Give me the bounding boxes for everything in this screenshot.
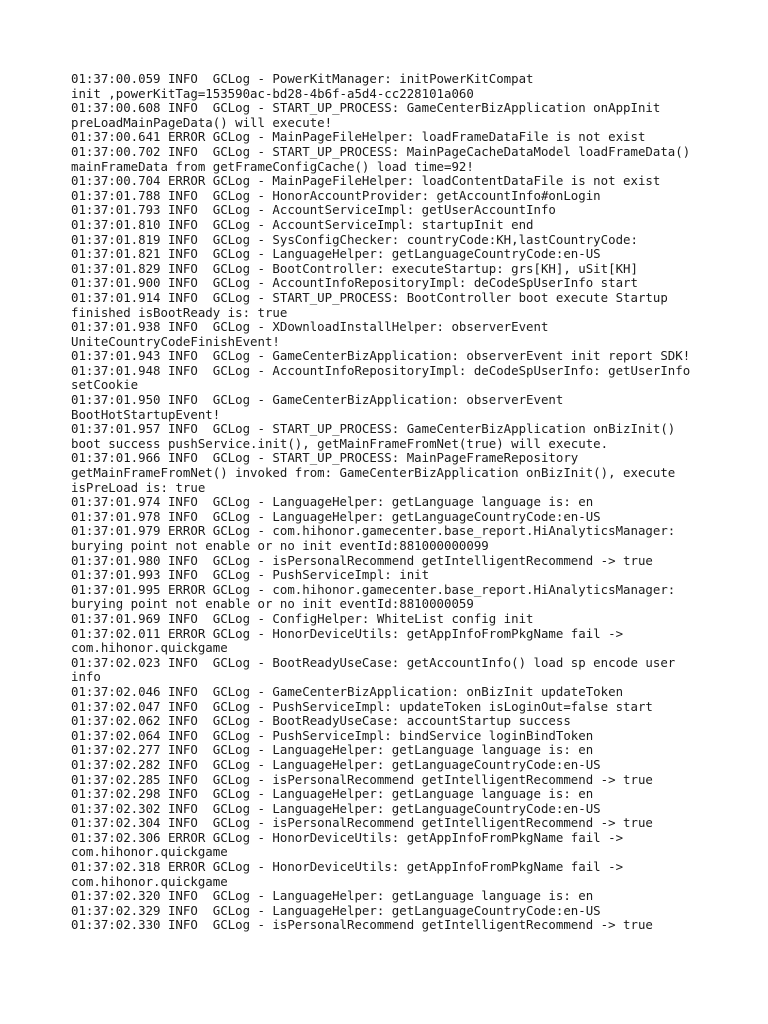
- log-line: init ,powerKitTag=153590ac-bd28-4b6f-a5d4-cc228101a060: [71, 85, 474, 101]
- log-line: 01:37:01.810 INFO GCLog - AccountServiceImpl: startupInit end: [71, 216, 534, 232]
- log-line: com.hihonor.quickgame: [71, 844, 228, 860]
- log-line: com.hihonor.quickgame: [71, 873, 228, 889]
- log-line: info: [71, 669, 101, 685]
- log-line: 01:37:01.821 INFO GCLog - LanguageHelper: getLanguageCountryCode:en-US: [71, 246, 601, 262]
- log-line: 01:37:01.788 INFO GCLog - HonorAccountProvider: getAccountInfo#onLogin: [71, 187, 601, 203]
- log-line: getMainFrameFromNet() invoked from: GameCenterBizApplication onBizInit(), execute: [71, 465, 676, 481]
- log-line: 01:37:02.330 INFO GCLog - isPersonalRecommend getIntelligentRecommend -> true: [71, 917, 653, 933]
- log-line: setCookie: [71, 377, 139, 393]
- log-line: 01:37:01.993 INFO GCLog - PushServiceImpl: init: [71, 567, 430, 583]
- log-line: 01:37:02.064 INFO GCLog - PushServiceImpl: bindService loginBindToken: [71, 727, 594, 743]
- log-line: burying point not enable or no init eventId:8810000059: [71, 596, 474, 612]
- log-line: 01:37:01.969 INFO GCLog - ConfigHelper: WhiteList config init: [71, 610, 534, 626]
- log-line: 01:37:01.829 INFO GCLog - BootController: executeStartup: grs[KH], uSit[KH]: [71, 260, 638, 276]
- log-line: 01:37:01.974 INFO GCLog - LanguageHelper: getLanguage language is: en: [71, 494, 594, 510]
- log-line: 01:37:02.277 INFO GCLog - LanguageHelper: getLanguage language is: en: [71, 742, 594, 758]
- log-line: 01:37:02.298 INFO GCLog - LanguageHelper: getLanguage language is: en: [71, 786, 594, 802]
- log-line: 01:37:01.938 INFO GCLog - XDownloadInstallHelper: observerEvent: [71, 319, 549, 335]
- log-line: finished isBootReady is: true: [71, 304, 288, 320]
- log-line: 01:37:02.046 INFO GCLog - GameCenterBizApplication: onBizInit updateToken: [71, 683, 624, 699]
- log-line: 01:37:00.641 ERROR GCLog - MainPageFileHelper: loadFrameDataFile is not exist: [71, 129, 646, 145]
- log-line: 01:37:00.608 INFO GCLog - START_UP_PROCESS: GameCenterBizApplication onAppInit: [71, 100, 661, 116]
- log-line: BootHotStartupEvent!: [71, 406, 221, 422]
- log-text: [71, 72, 728, 933]
- log-line: preLoadMainPageData() will execute!: [71, 114, 333, 130]
- log-line: 01:37:01.948 INFO GCLog - AccountInfoRepositoryImpl: deCodeSpUserInfo: getUserInfo: [71, 362, 691, 378]
- log-line: 01:37:02.329 INFO GCLog - LanguageHelper: getLanguageCountryCode:en-US: [71, 902, 601, 918]
- log-line: 01:37:02.285 INFO GCLog - isPersonalRecommend getIntelligentRecommend -> true: [71, 771, 653, 787]
- log-line: burying point not enable or no init eventId:881000000099: [71, 538, 489, 553]
- log-line: 01:37:01.966 INFO GCLog - START_UP_PROCESS: MainPageFrameRepository: [71, 450, 579, 466]
- log-line: 01:37:02.047 INFO GCLog - PushServiceImpl: updateToken isLoginOut=false start: [71, 698, 653, 714]
- log-line: 01:37:00.702 INFO GCLog - START_UP_PROCESS: MainPageCacheDataModel loadFrameData(): [71, 143, 691, 159]
- log-line: 01:37:02.320 INFO GCLog - LanguageHelper: getLanguage language is: en: [71, 888, 594, 904]
- log-line: 01:37:01.819 INFO GCLog - SysConfigChecker: countryCode:KH,lastCountryCode:: [71, 231, 638, 247]
- log-line: UniteCountryCodeFinishEvent!: [71, 333, 280, 349]
- log-line: 01:37:01.914 INFO GCLog - START_UP_PROCESS: BootController boot execute Startup: [71, 289, 668, 305]
- log-line: 01:37:01.979 ERROR GCLog - com.hihonor.gamecenter.base_report.HiAnalyticsManager:: [71, 523, 676, 539]
- log-line: 01:37:02.306 ERROR GCLog - HonorDeviceUtils: getAppInfoFromPkgName fail ->: [71, 829, 624, 845]
- log-line: 01:37:02.282 INFO GCLog - LanguageHelper: getLanguageCountryCode:en-US: [71, 756, 601, 772]
- log-line: com.hihonor.quickgame: [71, 640, 228, 656]
- log-line: 01:37:01.793 INFO GCLog - AccountServiceImpl: getUserAccountInfo: [71, 202, 556, 218]
- log-line: boot success pushService.init(), getMainFrameFromNet(true) will execute.: [71, 435, 609, 451]
- log-line: 01:37:01.978 INFO GCLog - LanguageHelper: getLanguageCountryCode:en-US: [71, 508, 601, 524]
- log-line: mainFrameData from getFrameConfigCache() load time=92!: [71, 158, 474, 174]
- log-line: 01:37:02.304 INFO GCLog - isPersonalRecommend getIntelligentRecommend -> true: [71, 815, 653, 831]
- log-line: 01:37:01.943 INFO GCLog - GameCenterBizApplication: observerEvent init report SDK!: [71, 348, 691, 364]
- log-line: 01:37:02.318 ERROR GCLog - HonorDeviceUtils: getAppInfoFromPkgName fail ->: [71, 859, 624, 875]
- log-line: 01:37:00.059 INFO GCLog - PowerKitManager: initPowerKitCompat: [71, 71, 534, 86]
- log-line: 01:37:00.704 ERROR GCLog - MainPageFileHelper: loadContentDataFile is not exist: [71, 173, 661, 189]
- log-line: 01:37:01.980 INFO GCLog - isPersonalRecommend getIntelligentRecommend -> true: [71, 552, 653, 568]
- log-line: 01:37:01.950 INFO GCLog - GameCenterBizApplication: observerEvent: [71, 392, 564, 408]
- log-line: 01:37:01.900 INFO GCLog - AccountInfoRepositoryImpl: deCodeSpUserInfo start: [71, 275, 638, 291]
- log-line: 01:37:01.995 ERROR GCLog - com.hihonor.gamecenter.base_report.HiAnalyticsManager:: [71, 581, 676, 597]
- log-line: 01:37:02.011 ERROR GCLog - HonorDeviceUtils: getAppInfoFromPkgName fail ->: [71, 625, 624, 641]
- log-line: 01:37:02.302 INFO GCLog - LanguageHelper: getLanguageCountryCode:en-US: [71, 800, 601, 816]
- log-line: 01:37:02.023 INFO GCLog - BootReadyUseCase: getAccountInfo() load sp encode user: [71, 654, 676, 670]
- log-line: 01:37:01.957 INFO GCLog - START_UP_PROCESS: GameCenterBizApplication onBizInit(): [71, 421, 676, 437]
- log-line: 01:37:02.062 INFO GCLog - BootReadyUseCase: accountStartup success: [71, 713, 571, 729]
- log-line: isPreLoad is: true: [71, 479, 206, 495]
